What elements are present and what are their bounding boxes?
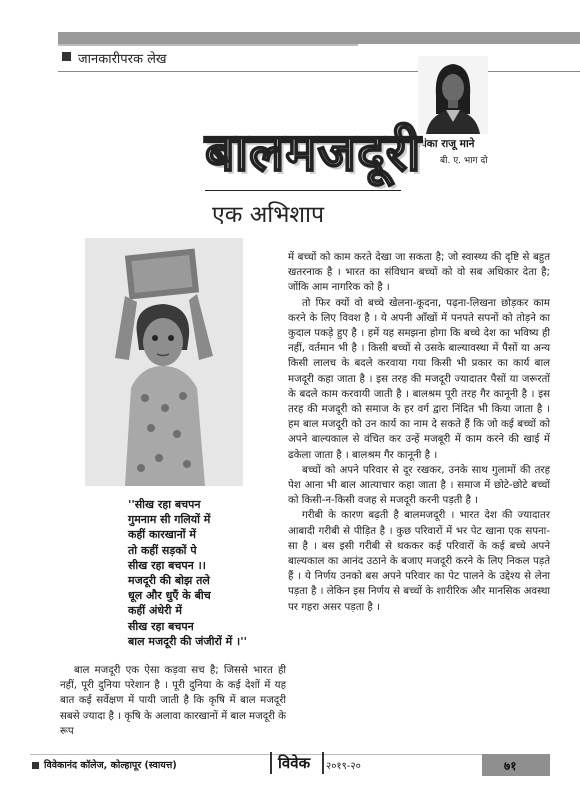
footer-year: २०१९-२० [326,761,361,772]
magazine-logo: विवेक [278,754,311,772]
body-paragraph: बच्चों को अपने परिवार से दूर रखकर, उनके साथ गुलामों की तरह पेश आना भी बाल आत्याचार कहा जाता है । समाज में छोटे-छोटे बच्चों को किसी-न-किसी वजह से मजदूरी करनी पड़ती है । [288,464,550,507]
poem-line: बाल मजदूरी की जंजीरों में ।'' [128,634,247,648]
title-divider [205,190,401,191]
header-bar-shadow [58,44,358,46]
author-portrait-icon [418,56,488,134]
poem-line: कहीं अंधेरी में [128,604,182,618]
article-title: बालमजदूरी [205,123,422,183]
poem [128,497,288,649]
footer-college: विवेकानंद कॉलेज, कोल्हापूर (स्वायत्त) [44,760,177,771]
header-bar [58,32,580,44]
poem-line: गुमनाम सी गलियों में [128,513,211,527]
page-number: ७१ [504,759,517,773]
poem-line: सीख रहा बचपन [128,619,194,633]
article-subtitle: एक अभिशाप [212,202,325,228]
body-paragraph: बाल मजदूरी एक ऐसा कड़वा सच है; जिससे भारत ही नहीं, पूरी दुनिया परेशान है । पूरी दुनिया के कई देशों में यह बात कई सर्वेक्षण में पायी जाती है कि कृषि में बाल मजदूरी सबसे ज्यादा है । कृषि के अलावा कारखानों में बाल मजदूरी के रूप [60,665,286,737]
poem-line: कहीं कारखानों में [128,528,196,542]
left-column [60,663,286,739]
body-paragraph: में बच्चों को काम करते देखा जा सकता है; जो स्वास्थ्य की दृष्टि से बहुत खतरनाक है । भारत का संविधान बच्चों को वो सब अधिकार देता है; जोंकि आम नागरिक को है । [288,252,550,294]
body-paragraph: तो फिर क्यों वो बच्चे खेलना-कूदना, पढ़ना-लिखना छोड़कर काम करने के लिए विवश है । ये अपनी आँखों में पनपते सपनों को तोड़ने का कुदाल पकड़े हुए है । हमें यह समझना होगा कि बच्चे देश का भविष्य ही नहीं, वर्तमान भी है । किसी बच्चों से उसके बाल्यावस्था में पैसों या अन्य किसी लालच के बदले करवाया गया किसी भी प्रकार का कार्य बाल मजदूरी कहा जाता है । इस तरह की मजदूरी ज्यादातर पैसों या जरूरतों के बदले काम करवायी जाती है । बालश्रम पूरी तरह गैर कानूनी है । इस तरह की मजदूरी को समाज के हर वर्ग द्वारा निंदित भी किया जाता है । हम बाल मजदूरी को उन कार्य का नाम दे सकते हैं कि जो कई बच्चों को अपने बाल्यकाल से वंचित कर उन्हें मजबूरी में काम करने की खाई में ढकेला जाता है । बालश्रम गैर कानूनी है । [288,297,550,461]
category-bullet-icon [62,52,71,61]
right-column [288,250,550,615]
poem-line: तो कहीं सड़कों पे [128,543,197,557]
poem-line: सीख रहा बचपन ।। [128,558,206,572]
author-name: प्रियंका राजू माने [412,138,475,150]
body-paragraph: गरीबी के कारण बढ़ती है बालमजदूरी । भारत देश की ज्यादातर आबादी गरीबी से पीड़ित है । कुछ परिवारों में भर पेट खाना एक सपना-सा है । बस इसी गरीबी से थककर कई परिवारों के कई बच्चे अपने बाल्यकाल का आनंद उठाने के बजाए मजदूरी करने के लिए निकल पड़ते हैं । ये निर्णय उनको बस अपने परिवार का पेट पालने के उद्देश्य से लेना पड़ता है । लेकिन इस निर्णय से बच्चों के शारीरिक और मानसिक अवस्था पर गहरा असर पड़ता है । [288,510,550,613]
header-divider [58,71,580,72]
category-label: जानकारीपरक लेख [78,52,167,67]
author-degree: बी. ए. भाग दो [440,156,488,166]
footer-bullet-icon [32,762,39,769]
poem-line: मजदूरी की बोझ तले [128,574,210,588]
poem-line: ''सीख रहा बचपन [128,498,201,511]
poem-line: धूल और धुएँ के बीच [128,589,211,603]
child-labour-photo-icon [85,238,243,486]
